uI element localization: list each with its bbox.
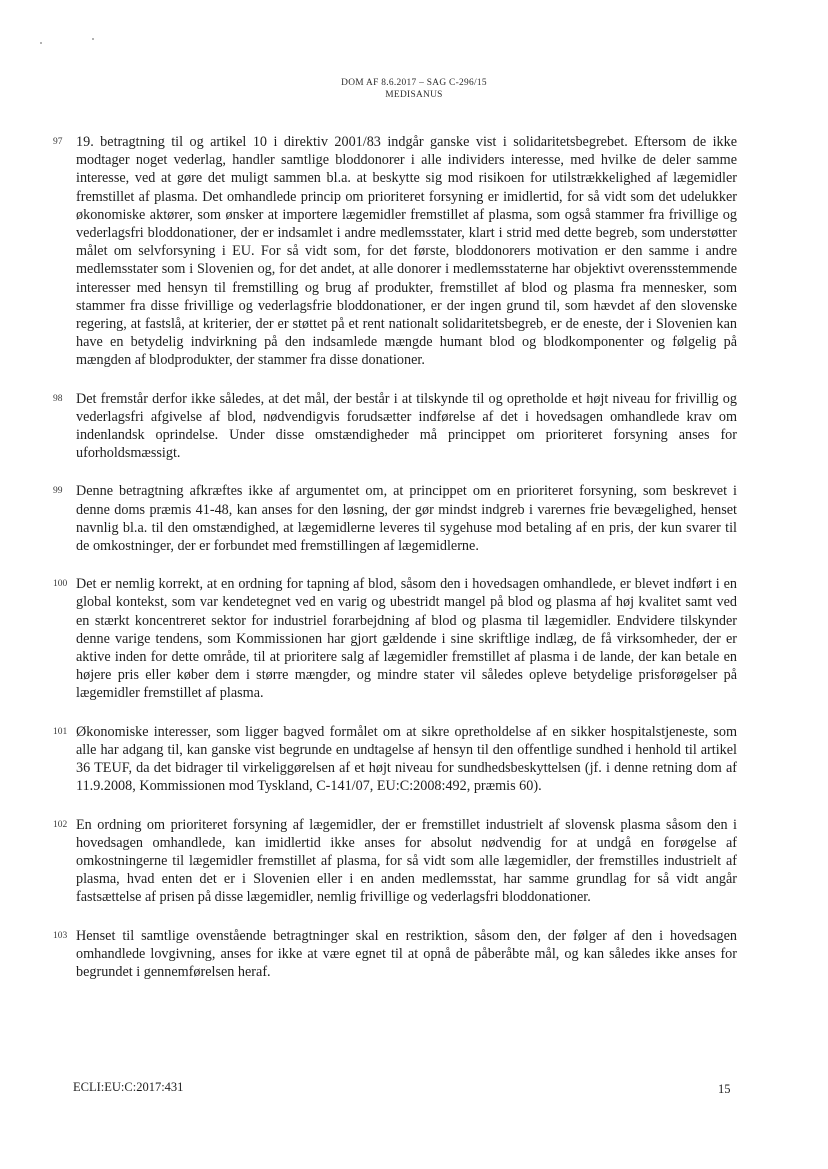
paragraph-99 (53, 482, 737, 555)
paragraph-number: 97 (53, 137, 63, 147)
paragraph-number: 99 (53, 486, 63, 497)
paragraph-98 (53, 390, 737, 463)
paragraph-number: 102 (53, 819, 68, 830)
paragraph-100 (53, 575, 737, 702)
case-reference: DOM AF 8.6.2017 – SAG C-296/15 (341, 78, 487, 88)
paragraph-102 (53, 816, 737, 907)
paragraph-text: Det fremstår derfor ikke således, at det mål, der består i at tilskynde til og opretholde et højt niveau for frivillig og vederlagsfri afgivelse af blod, nødvendigvis forudsætter indførelse af det i hovedsagen omhandlede krav om indenlandsk oprindelse. Under disse omstændigheder må princippet om prioriteret forsyning anses for uforholdsmæssigt. (76, 390, 737, 462)
page-header (0, 77, 828, 101)
ecli-identifier: ECLI:EU:C:2017:431 (73, 1080, 184, 1094)
paragraph-number: 101 (53, 726, 68, 737)
paragraph-number: 98 (53, 393, 63, 404)
paragraph-number: 100 (53, 579, 68, 590)
paragraph-number: 103 (53, 930, 68, 941)
scan-specks (40, 36, 100, 46)
paragraph-text: Det er nemlig korrekt, at en ordning for tapning af blod, såsom den i hovedsagen omhandlede, er blevet indført i en global kontekst, som var kendetegnet ved en varig og ubestridt mangel på blod og plasma af høj kvalitet samt ved en stærkt koncentreret sektor for industriel forarbejdning af blod og plasma til lægemidler. Endvidere tilskynder denne varige tendens, som Kommissionen har gjort gældende i sine skriftlige indlæg, de få virksomheder, der er aktive inden for dette område, til at prioritere salg af lægemidler fremstillet af plasma i de lande, der kan betale en højere pris eller køber dem i større mængder, og mindre stater vil således opleve betydelige prisforøgelser på lægemidler fremstillet af plasma. (76, 576, 737, 702)
paragraph-text: Henset til samtlige ovenstående betragtninger skal en restriktion, såsom den, der følger af den i hovedsagen omhandlede lovgivning, anses for ikke at være egnet til at opnå de påberåbte mål, og kan således ikke anses for begrundet i gennemførelsen heraf. (76, 927, 737, 980)
paragraph-text: En ordning om prioriteret forsyning af lægemidler, der er fremstillet industrielt af slovensk plasma såsom den i hovedsagen omhandlede, kan imidlertid ikke anses for absolut nødvendig for at undgå en forøgelse af omkostningerne til lægemidler fremstillet af plasma, for så vidt som alle lægemidler, der fremstilles industrielt af plasma, hvad enten det er i Slovenien eller i en anden medlemsstat, har samme grundlag for så vidt angår fastsættelse af prisen på disse lægemidler, nemlig frivillige og vederlagsfri bloddonationer. (76, 816, 737, 906)
page-number: 15 (718, 1082, 731, 1096)
scan-speck (40, 42, 42, 44)
paragraph-text: Økonomiske interesser, som ligger bagved formålet om at sikre opretholdelse af en sikker hospitalstjeneste, som alle har adgang til, kan ganske vist begrunde en undtagelse af hensyn til den offentlige sundhed i henhold til artikel 36 TEUF, da det bidrager til virkeliggørelsen af et højt niveau for sundhedsbeskyttelsen (jf. i denne retning dom af 11.9.2008, Kommissionen mod Tyskland, C-141/07, EU:C:2008:492, præmis 60). (76, 723, 737, 795)
paragraph-101 (53, 723, 737, 796)
scan-speck (92, 38, 94, 40)
paragraph-text: Denne betragtning afkræftes ikke af argumentet om, at princippet om en prioriteret forsyning, som beskrevet i denne doms præmis 41-48, kan anses for den løsning, der gør mindst indgreb i varernes frie bevægelighed, henset navnlig bl.a. til den omstændighed, at lægemidlerne leveres til sygehuse mod betaling af en pris, der kun svarer til de omkostninger, der er forbundet med fremstillingen af lægemidlerne. (76, 483, 737, 555)
case-name: MEDISANUS (385, 90, 443, 100)
judgment-body (53, 133, 737, 1001)
paragraph-103 (53, 927, 737, 982)
paragraph-text: 19. betragtning til og artikel 10 i direktiv 2001/83 indgår ganske vist i solidaritetsbegrebet. Eftersom de ikke modtager noget vederlag, handler samtlige bloddonorer i alle individers interesse, med hvilke de deler samme interesse, ved at gøre det muligt sammen bl.a. at beskytte sig mod risikoen for utilstrækkelighed af lægemidler fremstillet af plasma. Det omhandlede princip om prioriteret forsyning er imidlertid, for så vidt som det udelukker økonomiske aktører, som ønsker at importere lægemidler fremstillet af plasma, som også stammer fra frivillige og vederlagsfri bloddonationer, der er indsamlet i andre medlemsstater, klart i strid med dette begreb, som understøtter målet om selvforsyning i EU. For så vidt som, for det første, bloddonorers motivation er den samme i andre medlemsstater som i Slovenien og, for det andet, at alle donorer i medlemsstaterne har objektivt overensstemmende interesser med hensyn til fremstilling og brug af produkter, fremstillet af blod og plasma fra mennesker, som stammer fra disse frivillige og vederlagsfrie bloddonationer, er der ingen grund til, som hævdet af den slovenske regering, at fastslå, at kriterier, der er støttet på et rent nationalt solidaritetsbegreb, er de eneste, der i Slovenien kan have en betydelig indvirkning på den indsamlede mængde humant blod og blodkomponenter og følgelig på mængden af blodprodukter, der stammer fra disse donationer. (76, 134, 737, 369)
paragraph-97 (53, 133, 737, 370)
